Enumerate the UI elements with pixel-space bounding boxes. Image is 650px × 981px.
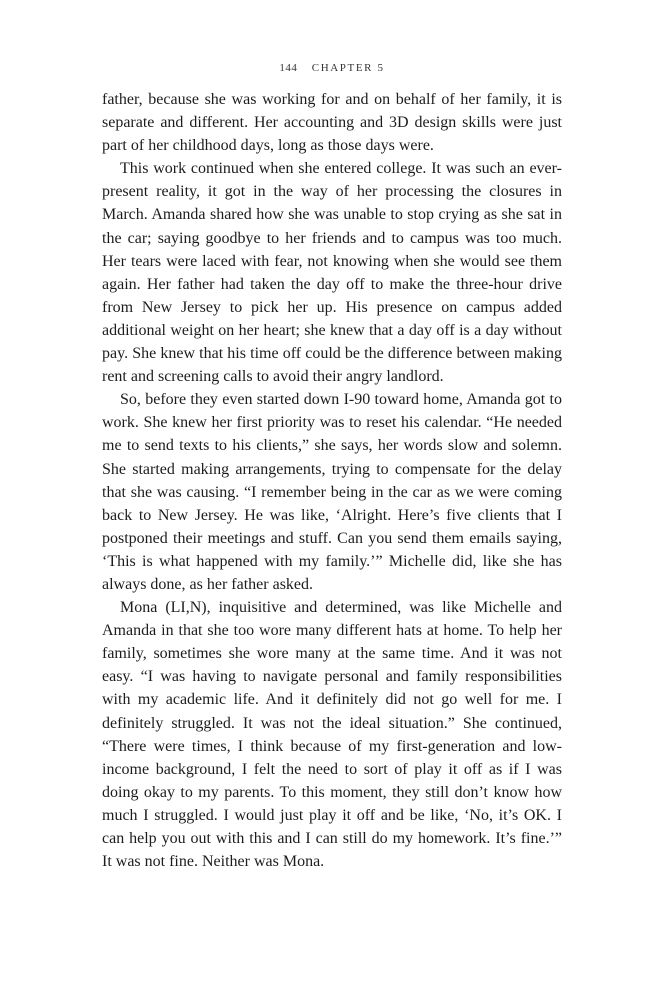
chapter-title: CHAPTER 5 (311, 62, 385, 74)
page-number: 144 (279, 62, 298, 74)
paragraph-1: father, because she was working for and on behalf of her family, it is separate and different. Her accounting and 3D design skills were just part of her childhood days, long as those days were. (102, 91, 562, 155)
paragraph-4: Mona (LI,N), inquisitive and determined, was like Michelle and Amanda in that she too wore many different hats at home. To help her family, sometimes she wore many at the same time. And it was not easy. “I was having to navigate personal and family responsibilities with my academic life. And it definitely did not go well for me. I definitely struggled. It was not the ideal situation.” She continued, “There were times, I think because of my first-generation and low-income background, I felt the need to sort of play it off as if I was doing okay to my parents. To this moment, they still don’t know how much I struggled. I would just play it off and be like, ‘No, it’s OK. I can help you out with this and I can still do my homework. It’s fine.’” It was not fine. Neither was Mona. (102, 599, 562, 871)
body-text (102, 88, 562, 873)
running-head (102, 62, 562, 74)
paragraph-3: So, before they even started down I-90 toward home, Amanda got to work. She knew her first priority was to reset his calendar. “He needed me to send texts to his clients,” she says, her words slow and solemn. She started making arrangements, trying to compensate for the delay that she was causing. “I remember being in the car as we were coming back to New Jersey. He was like, ‘Alright. Here’s five clients that I postponed their meetings and stuff. Can you send them emails saying, ‘This is what happened with my family.’” Michelle did, like she has always done, as her father asked. (102, 391, 562, 593)
paragraph-2: This work continued when she entered college. It was such an ever-present reality, it got in the way of her processing the closures in March. Amanda shared how she was unable to stop crying as she sat in the car; saying goodbye to her friends and to campus was too much. Her tears were laced with fear, not knowing when she would see them again. Her father had taken the day off to make the three-hour drive from New Jersey to pick her up. His presence on campus added additional weight on her heart; she knew that a day off is a day without pay. She knew that his time off could be the difference between making rent and screening calls to avoid their angry landlord. (102, 160, 562, 386)
